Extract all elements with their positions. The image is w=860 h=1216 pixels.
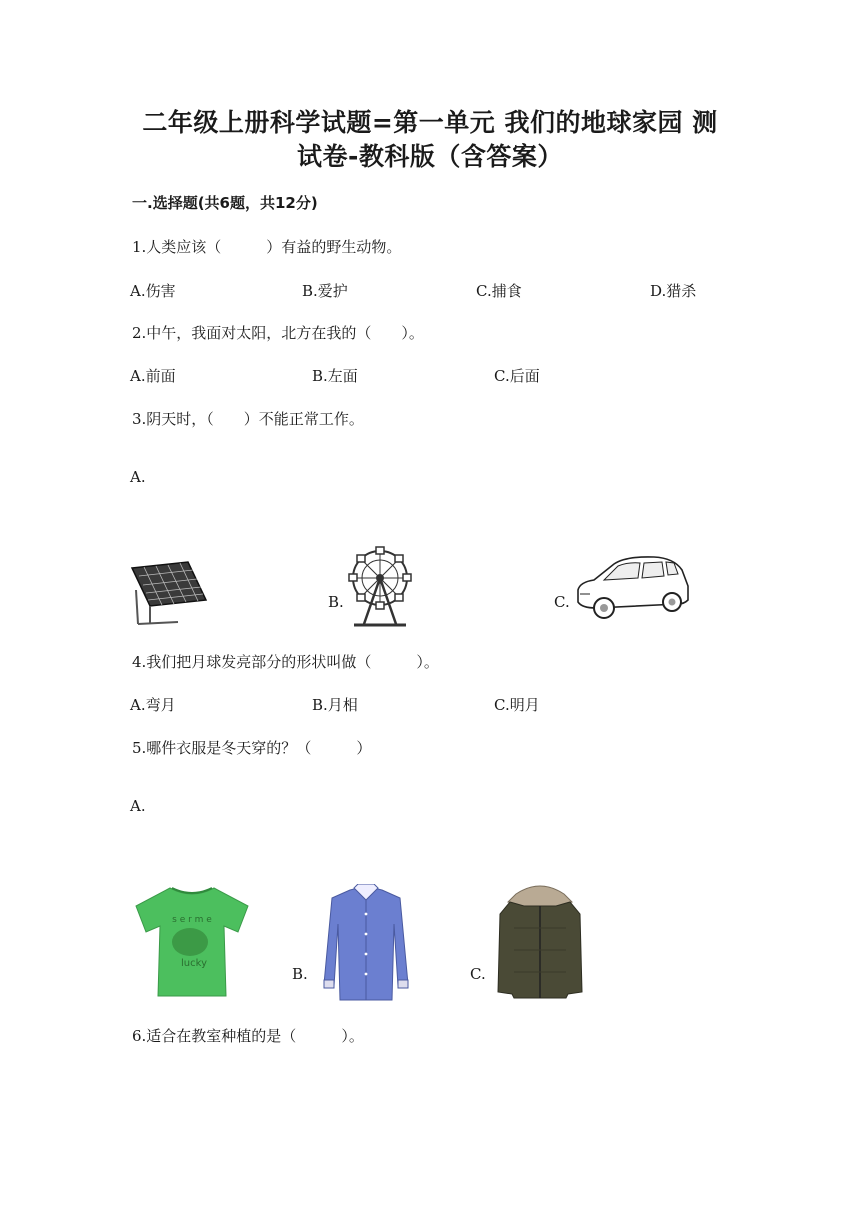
q2-option-b[interactable]: B.左面 [312,367,358,385]
q4-option-a[interactable]: A.弯月 [130,696,176,714]
t-shirt-icon [132,884,252,1000]
q1-option-c[interactable]: C.捕食 [476,282,522,300]
winter-jacket-icon [496,880,584,1000]
q2-option-a[interactable]: A.前面 [130,367,176,385]
svg-text:s e r m e: s e r m e [172,915,212,925]
question-2-stem: 2.中午，我面对太阳，北方在我的（ ）。 [132,324,424,342]
document-title-line-2: 试卷-教科版（含答案） [297,142,563,171]
q1-option-d[interactable]: D.猎杀 [650,282,697,300]
q4-option-b[interactable]: B.月相 [312,696,358,714]
q1-option-a[interactable]: A.伤害 [130,282,176,300]
svg-text:lucky: lucky [181,958,207,969]
q3-option-b[interactable]: B. [328,593,344,611]
q2-option-c[interactable]: C.后面 [494,367,540,385]
shirt-icon [320,884,412,1002]
q5-option-a[interactable]: A. [130,797,146,815]
q3-option-c[interactable]: C. [554,593,570,611]
solar-panel-icon [130,560,208,626]
q5-option-b[interactable]: B. [292,965,308,983]
q4-option-c[interactable]: C.明月 [494,696,540,714]
question-4-stem: 4.我们把月球发亮部分的形状叫做（ ）。 [132,653,439,671]
q5-option-c[interactable]: C. [470,965,486,983]
q1-option-b[interactable]: B.爱护 [302,282,348,300]
question-5-stem: 5.哪件衣服是冬天穿的？（ ） [132,739,372,757]
section-heading: 一.选择题(共6题，共12分) [132,194,318,212]
question-1-stem: 1.人类应该（ ）有益的野生动物。 [132,238,402,256]
ferris-wheel-icon [348,546,412,628]
car-icon [574,554,692,624]
question-3-stem: 3.阴天时，（ ）不能正常工作。 [132,410,364,428]
document-title-line-1: 二年级上册科学试题=第一单元 我们的地球家园 测 [142,108,718,137]
question-6-stem: 6.适合在教室种植的是（ ）。 [132,1027,364,1045]
q3-option-a[interactable]: A. [130,468,146,486]
